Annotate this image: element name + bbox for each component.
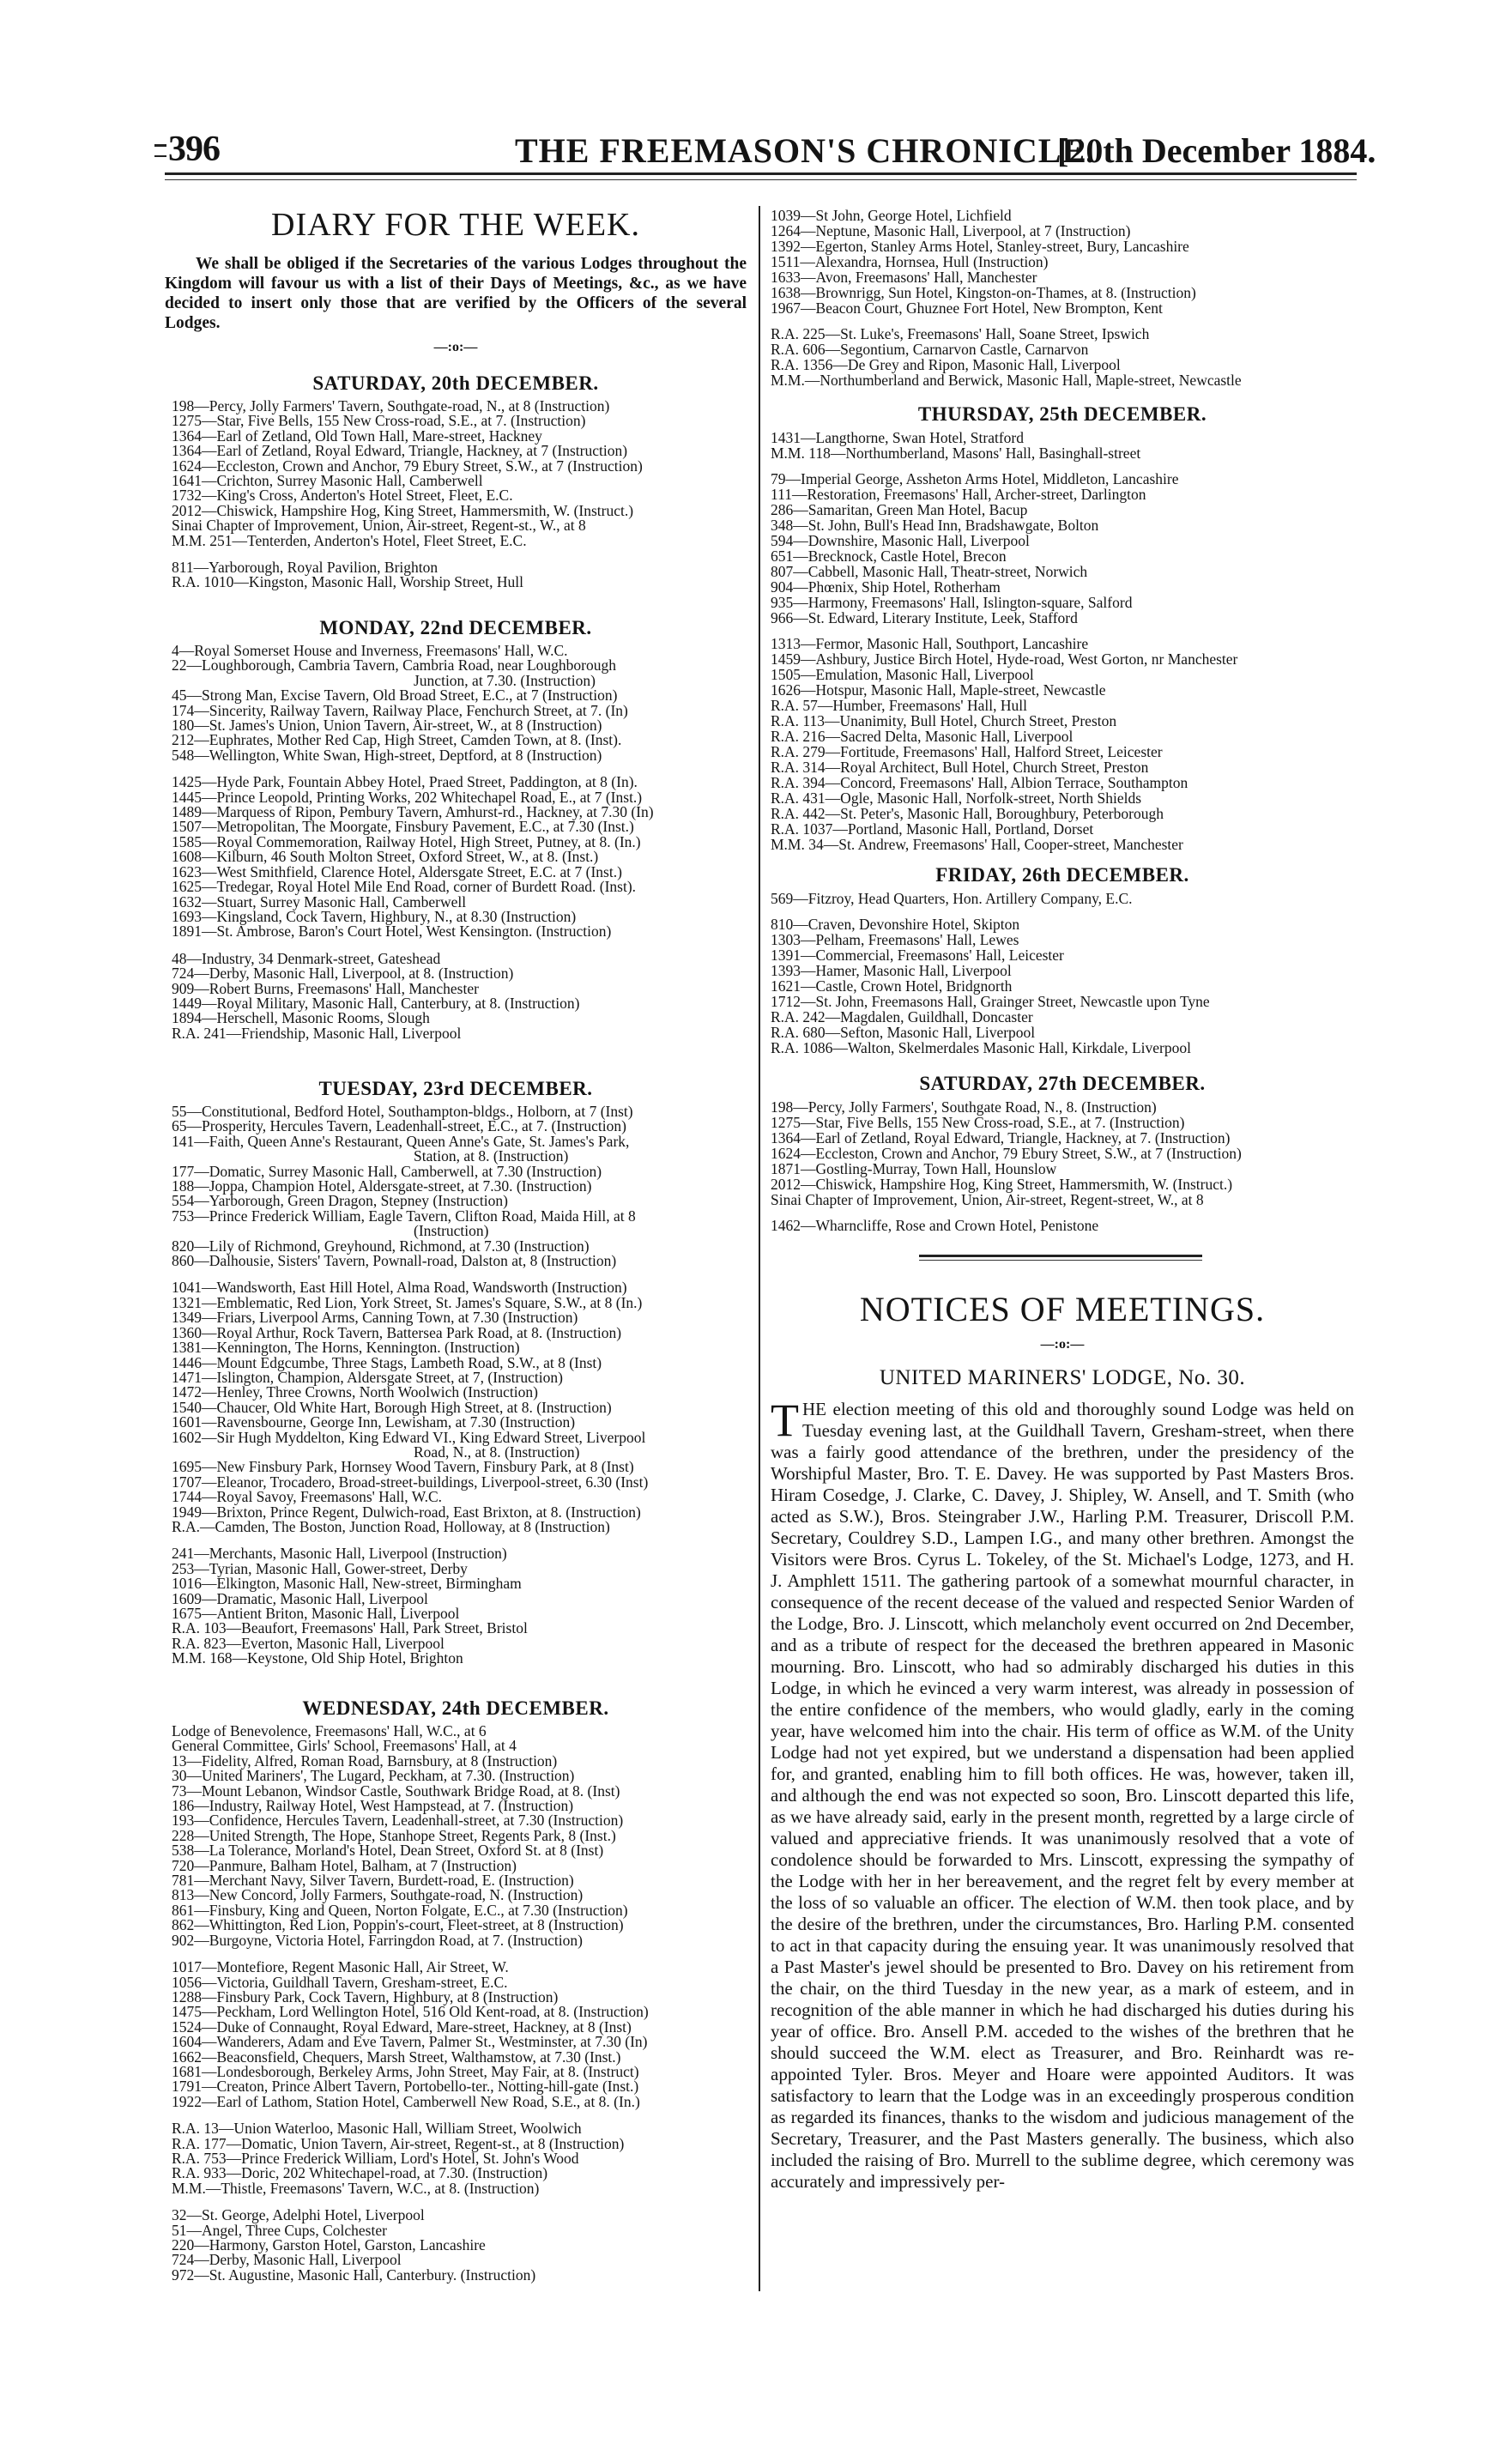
entry-group bbox=[165, 1104, 747, 1268]
diary-entry: 1313—Fermor, Masonic Hall, Southport, Lancashire bbox=[771, 635, 1089, 652]
diary-entry: 902—Burgoyne, Victoria Hotel, Farringdon Road, at 7. (Instruction) bbox=[172, 1931, 583, 1949]
diary-entry: Sinai Chapter of Improvement, Union, Air-street, Regent-street, W., at 8 bbox=[771, 1191, 1204, 1208]
diary-entry: 1321—Emblematic, Red Lion, York Street, St. James's Square, S.W., at 8 (In.) bbox=[172, 1293, 643, 1311]
diary-entry: R.A.—Camden, The Boston, Junction Road, Holloway, at 8 (Instruction) bbox=[172, 1517, 610, 1535]
diary-entry: 1056—Victoria, Guildhall Tavern, Gresham-street, E.C. bbox=[172, 1973, 508, 1991]
entry-group bbox=[771, 471, 1354, 626]
diary-entry: 1511—Alexandra, Hornsea, Hull (Instruction) bbox=[771, 253, 1049, 270]
article-heading: UNITED MARINERS' LODGE, No. 30. bbox=[879, 1366, 1246, 1389]
diary-entry: 141—Faith, Queen Anne's Restaurant, Queen Anne's Gate, St. James's Park, bbox=[172, 1132, 630, 1150]
diary-entry: 1623—West Smithfield, Clarence Hotel, Aldersgate Street, E.C. at 7 (Inst.) bbox=[172, 862, 622, 880]
diary-entry: R.A. 1037—Portland, Masonic Hall, Portland, Dorset bbox=[771, 820, 1094, 838]
day-heading: SATURDAY, 20th DECEMBER. bbox=[312, 372, 599, 394]
entry-group bbox=[165, 775, 747, 939]
entry-group bbox=[165, 1960, 747, 2109]
entry-group bbox=[165, 644, 747, 763]
day-section-wednesday-24-continued bbox=[771, 208, 1354, 398]
diary-entry: 1364—Earl of Zetland, Old Town Hall, Mare-street, Hackney bbox=[172, 426, 542, 445]
diary-entry: 1621—Castle, Crown Hotel, Bridgnorth bbox=[771, 977, 1013, 995]
diary-entry: R.A. 113—Unanimity, Bull Hotel, Church Street, Preston bbox=[771, 712, 1117, 729]
diary-entry: 51—Angel, Three Cups, Colchester bbox=[172, 2221, 387, 2239]
diary-entry: 212—Euphrates, Mother Red Cap, High Street, Camden Town, at 8. (Inst). bbox=[172, 731, 622, 749]
diary-entry: 48—Industry, 34 Denmark-street, Gateshead bbox=[172, 949, 441, 967]
diary-entry: 180—St. James's Union, Union Tavern, Air-street, W., at 8 (Instruction) bbox=[172, 717, 602, 735]
entry-group bbox=[771, 430, 1354, 461]
diary-entry: 724—Derby, Masonic Hall, Liverpool, at 8. (Instruction) bbox=[172, 965, 514, 983]
notices-title: NOTICES OF MEETINGS. bbox=[859, 1290, 1266, 1328]
diary-entry: 1431—Langthorne, Swan Hotel, Stratford bbox=[771, 429, 1025, 446]
diary-entry: 1744—Royal Savoy, Freemasons' Hall, W.C. bbox=[172, 1488, 443, 1506]
diary-entry: M.M. 251—Tenterden, Anderton's Hotel, Fleet Street, E.C. bbox=[172, 531, 527, 549]
diary-entry: 554—Yarborough, Green Dragon, Stepney (Instruction) bbox=[172, 1192, 508, 1210]
diary-entry: R.A. 680—Sefton, Masonic Hall, Liverpool bbox=[771, 1024, 1036, 1041]
diary-entry: 22—Loughborough, Cambria Tavern, Cambria Road, near Loughborough bbox=[172, 656, 616, 675]
diary-entry: 55—Constitutional, Bedford Hotel, Southampton-bldgs., Holborn, at 7 (Inst) bbox=[172, 1103, 633, 1120]
diary-entry: 220—Harmony, Garston Hotel, Garston, Lancashire bbox=[172, 2236, 486, 2253]
diary-entry: 1732—King's Cross, Anderton's Hotel Street, Fleet, E.C. bbox=[172, 487, 513, 505]
drop-cap: T bbox=[771, 1394, 799, 1446]
diary-entry: 862—Whittington, Red Lion, Poppin's-court, Fleet-street, at 8 (Instruction) bbox=[172, 1916, 624, 1934]
entry-group bbox=[771, 891, 1354, 906]
day-section-thursday-25 bbox=[771, 402, 1354, 862]
entry-list bbox=[771, 891, 1354, 1056]
diary-entry: 1922—Earl of Lathom, Station Hotel, Camberwell New Road, S.E., at 8. (In.) bbox=[172, 2092, 640, 2110]
diary-entry: 1871—Gostling-Murray, Town Hall, Hounslow bbox=[771, 1160, 1057, 1177]
diary-entry: 1633—Avon, Freemasons' Hall, Manchester bbox=[771, 269, 1037, 286]
diary-entry: 1017—Montefiore, Regent Masonic Hall, Air Street, W. bbox=[172, 1958, 509, 1976]
diary-entry: 1638—Brownrigg, Sun Hotel, Kingston-on-Thames, at 8. (Instruction) bbox=[771, 284, 1196, 301]
diary-entry: 241—Merchants, Masonic Hall, Liverpool (Instruction) bbox=[172, 1545, 507, 1563]
entry-group bbox=[771, 636, 1354, 852]
diary-entry: 1791—Creaton, Prince Albert Tavern, Portobello-ter., Notting-hill-gate (Inst.) bbox=[172, 2078, 639, 2096]
diary-entry: 720—Panmure, Balham Hotel, Balham, at 7 (Instruction) bbox=[172, 1856, 517, 1874]
diary-entry: 1041—Wandsworth, East Hill Hotel, Alma Road, Wandsworth (Instruction) bbox=[172, 1279, 627, 1297]
section-rule-thin bbox=[919, 1260, 1202, 1261]
diary-entry: 972—St. Augustine, Masonic Hall, Canterbury. (Instruction) bbox=[172, 2266, 536, 2284]
entry-group bbox=[771, 1218, 1354, 1233]
diary-entry: R.A. 1086—Walton, Skelmerdales Masonic Hall, Kirkdale, Liverpool bbox=[771, 1039, 1191, 1056]
diary-entry: Lodge of Benevolence, Freemasons' Hall, W.C., at 6 bbox=[172, 1722, 487, 1739]
diary-entry: 807—Cabbell, Masonic Hall, Theatr-street, Norwich bbox=[771, 563, 1088, 580]
diary-entry: 1349—Friars, Liverpool Arms, Canning Town, at 7.30 (Instruction) bbox=[172, 1309, 578, 1327]
diary-entry: M.M.—Thistle, Freemasons' Tavern, W.C., at 8. (Instruction) bbox=[172, 2179, 540, 2197]
diary-entry: 1393—Hamer, Masonic Hall, Liverpool bbox=[771, 962, 1012, 979]
diary-entry: 13—Fidelity, Alfred, Roman Road, Barnsbury, at 8 (Instruction) bbox=[172, 1751, 558, 1769]
ornament-divider: —:o:— bbox=[1040, 1337, 1085, 1352]
diary-entry: 1445—Prince Leopold, Printing Works, 202 Whitechapel Road, E., at 7 (Inst.) bbox=[172, 788, 643, 806]
diary-entry: 1471—Islington, Champion, Aldersgate Street, at 7, (Instruction) bbox=[172, 1368, 563, 1386]
diary-entry: R.A. 279—Fortitude, Freemasons' Hall, Halford Street, Leicester bbox=[771, 743, 1163, 760]
diary-entry: 935—Harmony, Freemasons' Hall, Islington-square, Salford bbox=[771, 594, 1133, 611]
diary-entry: 1288—Finsbury Park, Cock Tavern, Highbury, at 8 (Instruction) bbox=[172, 1987, 559, 2005]
diary-entry: 860—Dalhousie, Sisters' Tavern, Pownall-road, Dalston at, 8 (Instruction) bbox=[172, 1252, 617, 1270]
day-section-wednesday-24 bbox=[165, 1696, 747, 2295]
diary-entry: 1585—Royal Commemoration, Railway Hotel, High Street, Putney, at 8. (In.) bbox=[172, 832, 641, 850]
diary-entry: 781—Merchant Navy, Silver Tavern, Burdett-road, E. (Instruction) bbox=[172, 1872, 574, 1890]
day-heading: TUESDAY, 23rd DECEMBER. bbox=[318, 1078, 593, 1099]
header-rule-thick bbox=[165, 172, 1357, 175]
entry-group bbox=[771, 326, 1354, 388]
entry-group bbox=[771, 916, 1354, 1056]
diary-entry: 966—St. Edward, Literary Institute, Leek, Stafford bbox=[771, 609, 1078, 626]
diary-entry: 65—Prosperity, Hercules Tavern, Leadenhall-street, E.C., at 7. (Instruction) bbox=[172, 1117, 626, 1135]
diary-entry: 538—La Tolerance, Morland's Hotel, Dean Street, Oxford St. at 8 (Inst) bbox=[172, 1842, 604, 1860]
diary-entry: 1462—Wharncliffe, Rose and Crown Hotel, Penistone bbox=[771, 1217, 1099, 1234]
diary-entry: 1602—Sir Hugh Myddelton, King Edward VI., King Edward Street, Liverpool bbox=[172, 1428, 646, 1446]
section-rule-thick bbox=[919, 1255, 1202, 1257]
diary-entry: 1489—Marquess of Ripon, Pembury Tavern, Amhurst-rd., Hackney, at 7.30 (In) bbox=[172, 803, 654, 821]
diary-entry: 177—Domatic, Surrey Masonic Hall, Camberwell, at 7.30 (Instruction) bbox=[172, 1162, 602, 1180]
diary-entry: 1695—New Finsbury Park, Hornsey Wood Tavern, Finsbury Park, at 8 (Inst) bbox=[172, 1458, 634, 1476]
day-section-monday-22 bbox=[165, 615, 747, 1053]
diary-entry: R.A. 823—Everton, Masonic Hall, Liverpool bbox=[172, 1634, 445, 1652]
diary-entry: R.A. 216—Sacred Delta, Masonic Hall, Liverpool bbox=[771, 728, 1074, 745]
diary-entry: 1609—Dramatic, Masonic Hall, Liverpool bbox=[172, 1589, 428, 1607]
diary-entry: R.A. 177—Domatic, Union Tavern, Air-street, Regent-st., at 8 (Instruction) bbox=[172, 2134, 625, 2152]
diary-entry: 228—United Strength, The Hope, Stanhope Street, Regents Park, 8 (Inst.) bbox=[172, 1826, 616, 1844]
header-rule-thin bbox=[165, 179, 1357, 180]
diary-entry: 1472—Henley, Three Crowns, North Woolwich (Instruction) bbox=[172, 1383, 538, 1401]
diary-entry: 904—Phœnix, Ship Hotel, Rotherham bbox=[771, 578, 1001, 596]
diary-entry: 73—Mount Lebanon, Windsor Castle, Southwark Bridge Road, at 8. (Inst) bbox=[172, 1782, 620, 1800]
diary-entry: R.A. 431—Ogle, Masonic Hall, Norfolk-street, North Shields bbox=[771, 789, 1142, 807]
diary-entry: 548—Wellington, White Swan, High-street, Deptford, at 8 (Instruction) bbox=[172, 746, 602, 764]
diary-entry: 1712—St. John, Freemasons Hall, Grainger Street, Newcastle upon Tyne bbox=[771, 993, 1210, 1010]
diary-entry: 811—Yarborough, Royal Pavilion, Brighton bbox=[172, 559, 438, 577]
diary-entry: 820—Lily of Richmond, Greyhound, Richmond, at 7.30 (Instruction) bbox=[172, 1237, 590, 1255]
diary-entry: R.A. 103—Beaufort, Freemasons' Hall, Park Street, Bristol bbox=[172, 1619, 528, 1637]
diary-entry: R.A. 1010—Kingston, Masonic Hall, Worship Street, Hull bbox=[172, 573, 523, 591]
diary-entry-continuation: Road, N., at 8. (Instruction) bbox=[414, 1443, 580, 1461]
diary-entry: 1624—Eccleston, Crown and Anchor, 79 Ebury Street, S.W., at 7 (Instruction) bbox=[771, 1145, 1242, 1162]
entry-list bbox=[771, 1099, 1354, 1233]
diary-entry: 1626—Hotspur, Masonic Hall, Maple-street, Newcastle bbox=[771, 681, 1106, 699]
day-section-saturday-20 bbox=[165, 371, 747, 602]
diary-entry: 4—Royal Somerset House and Inverness, Freemasons' Hall, W.C. bbox=[172, 642, 568, 659]
diary-entry: 1459—Ashbury, Justice Birch Hotel, Hyde-road, West Gorton, nr Manchester bbox=[771, 650, 1238, 668]
diary-entry: 1275—Star, Five Bells, 155 New Cross-road, S.E., at 7. (Instruction) bbox=[771, 1114, 1185, 1131]
diary-entry: 1039—St John, George Hotel, Lichfield bbox=[771, 207, 1012, 224]
column-divider bbox=[759, 206, 760, 2291]
diary-entry: 1524—Duke of Connaught, Royal Edward, Mare-street, Hackney, at 8 (Inst) bbox=[172, 2018, 632, 2036]
diary-entry: 174—Sincerity, Railway Tavern, Railway Place, Fenchurch Street, at 7. (In) bbox=[172, 701, 628, 719]
entry-group bbox=[165, 560, 747, 590]
diary-entry: 1264—Neptune, Masonic Hall, Liverpool, at 7 (Instruction) bbox=[771, 222, 1131, 239]
diary-entry: 1675—Antient Briton, Masonic Hall, Liverpool bbox=[172, 1605, 460, 1622]
entry-group bbox=[165, 1724, 747, 1948]
diary-entry: 1392—Egerton, Stanley Arms Hotel, Stanley-street, Bury, Lancashire bbox=[771, 238, 1189, 255]
diary-entry: 1303—Pelham, Freemasons' Hall, Lewes bbox=[771, 931, 1019, 948]
diary-entry: M.M.—Northumberland and Berwick, Masonic Hall, Maple-street, Newcastle bbox=[771, 372, 1242, 389]
diary-entry: 1624—Eccleston, Crown and Anchor, 79 Ebury Street, S.W., at 7 (Instruction) bbox=[172, 457, 643, 475]
diary-entry: 909—Robert Burns, Freemasons' Hall, Manchester bbox=[172, 979, 479, 997]
ornament-divider: —:o:— bbox=[433, 340, 478, 354]
entry-group bbox=[771, 208, 1354, 316]
diary-entry: R.A. 1356—De Grey and Ripon, Masonic Hall, Liverpool bbox=[771, 356, 1121, 373]
diary-entry: 1364—Earl of Zetland, Royal Edward, Triangle, Hackney, at 7. (Instruction) bbox=[771, 1129, 1231, 1146]
diary-entry: 1446—Mount Edgcumbe, Three Stags, Lambeth Road, S.W., at 8 (Inst) bbox=[172, 1353, 602, 1371]
diary-entry: 1681—Londesborough, Berkeley Arms, John Street, May Fair, at 8. (Instruct) bbox=[172, 2062, 639, 2080]
diary-entry: 1894—Herschell, Masonic Rooms, Slough bbox=[172, 1009, 430, 1027]
entry-list bbox=[165, 1724, 747, 2283]
diary-entry: 348—St. John, Bull's Head Inn, Bradshawgate, Bolton bbox=[771, 517, 1099, 534]
diary-entry: R.A. 933—Doric, 202 Whitechapel-road, at 7.30. (Instruction) bbox=[172, 2164, 548, 2182]
diary-entry: 1625—Tredegar, Royal Hotel Mile End Road, corner of Burdett Road. (Inst). bbox=[172, 878, 637, 896]
diary-entry: 1275—Star, Five Bells, 155 New Cross-road, S.E., at 7. (Instruction) bbox=[172, 412, 586, 430]
diary-entry: 1449—Royal Military, Masonic Hall, Canterbury, at 8. (Instruction) bbox=[172, 994, 580, 1012]
diary-entry: 32—St. George, Adelphi Hotel, Liverpool bbox=[172, 2206, 425, 2224]
diary-entry: 45—Strong Man, Excise Tavern, Old Broad Street, E.C., at 7 (Instruction) bbox=[172, 687, 618, 705]
diary-entry: 1693—Kingsland, Cock Tavern, Highbury, N., at 8.30 (Instruction) bbox=[172, 907, 577, 925]
diary-entry: 1641—Crichton, Surrey Masonic Hall, Camberwell bbox=[172, 472, 483, 490]
entry-group bbox=[165, 2208, 747, 2283]
diary-entry: 198—Percy, Jolly Farmers' Tavern, Southgate-road, N., at 8 (Instruction) bbox=[172, 397, 610, 414]
diary-entry: 1505—Emulation, Masonic Hall, Liverpool bbox=[771, 666, 1034, 683]
day-heading: MONDAY, 22nd DECEMBER. bbox=[319, 617, 592, 638]
diary-entry: 1381—Kennington, The Horns, Kennington. (Instruction) bbox=[172, 1339, 520, 1357]
entry-group bbox=[165, 949, 747, 1042]
diary-entry: 30—United Mariners', The Lugard, Peckham, at 7.30. (Instruction) bbox=[172, 1767, 575, 1785]
article-text: HE election meeting of this old and thoroughly sound Lodge was held on Tuesday evening last, at the Guildhall Tavern, Gresham-street, when there was a fairly good attendance of the brethren, under the presidency of the Worshipful Master, Bro. T. E. Davey. He was supported by Past Masters Bros. Hiram Cosedge, J. Clarke, C. Davey, J. Shipley, W. Ansell, and T. Smith (who acted as S.W.), Bros. Steingraber J.W., Harling P.M. Treasurer, Driscoll P.M. Secretary, Couldrey S.D., Lampen I.G., and many other brethren. Amongst the Visitors were Bros. Cyrus L. Tokeley, of the St. Michael's Lodge, 1273, and H. J. Amphlett 1511. The gathering partook of a somewhat mournful character, in consequence of the recent decease of the valued and respected Senior Warden of the Lodge, Bro. J. Linscott, which melancholy event occurred on 2nd December, and as a tribute of respect for the deceased the brethren appeared in Masonic mourning. Bro. Linscott, who had so admirably discharged his duties in this Lodge, in which he evinced a very warm interest, was already in possession of the entire confidence of the members, who would gladly, early in the coming year, have welcomed him into the chair. His term of office as W.M. of the Unity Lodge had not yet expired, but we understand a dispensation had been applied for, and granted, enabling him to fill both offices. He was, however, taken ill, and although the end was not expected so soon, Bro. Linscott departed this life, as we have already said, early in the present month, regretted by a large circle of valued and appreciative friends. It was unanimously resolved that a vote of condolence should be forwarded to Mrs. Linscott, expressing the sympathy of the Lodge with her in her bereavement, and the regret felt by every member at the loss of so valuable an officer. The election of W.M. then took place, and by the desire of the brethren, under the circumstances, Bro. Harling P.M. consented to act in that capacity during the ensuing year. It was unanimously resolved that a Past Master's jewel should be presented to Bro. Davey on his retirement from the chair, on the third Tuesday in the new year, as a mark of esteem, and in recognition of the able manner in which he had discharged his duties during his year of office. Bro. Ansell P.M. acceded to the wishes of the brethren that he should succeed the W.M. elect as Treasurer, and Bro. Reinhardt was re-appointed Tyler. Bros. Meyer and Hoare were appointed Auditors. It was satisfactory to learn that the Lodge was in an exceedingly prosperous condition as regarded its finances, thanks to the wisdom and judicious management of the Secretary, Treasurer, and the Past Masters generally. The business, which also included the raising of Bro. Murrell to the sublime degree, which ceremony was accurately and impressively per- bbox=[771, 1399, 1354, 2192]
diary-entry: 724—Derby, Masonic Hall, Liverpool bbox=[172, 2251, 402, 2269]
day-heading: SATURDAY, 27th DECEMBER. bbox=[919, 1073, 1206, 1094]
diary-entry: 861—Finsbury, King and Queen, Norton Folgate, E.C., at 7.30 (Instruction) bbox=[172, 1901, 628, 1919]
diary-entry-continuation: (Instruction) bbox=[414, 1222, 489, 1240]
diary-entry: 1540—Chaucer, Old White Hart, Borough High Street, at 8. (Instruction) bbox=[172, 1398, 612, 1416]
diary-entry: 253—Tyrian, Masonic Hall, Gower-street, Derby bbox=[172, 1559, 468, 1577]
diary-entry: 1391—Commercial, Freemasons' Hall, Leicester bbox=[771, 947, 1064, 964]
diary-entry: 2012—Chiswick, Hampshire Hog, King Street, Hammersmith, W. (Instruct.) bbox=[172, 501, 634, 519]
diary-entry: 2012—Chiswick, Hampshire Hog, King Street, Hammersmith, W. (Instruct.) bbox=[771, 1176, 1233, 1193]
diary-entry: 753—Prince Frederick William, Eagle Tavern, Clifton Road, Maida Hill, at 8 bbox=[172, 1207, 636, 1225]
diary-entry: General Committee, Girls' School, Freemasons' Hall, at 4 bbox=[172, 1737, 517, 1755]
entry-list bbox=[771, 430, 1354, 852]
entry-group bbox=[165, 399, 747, 548]
diary-entry-continuation: Junction, at 7.30. (Instruction) bbox=[414, 671, 596, 689]
diary-entry: R.A. 314—Royal Architect, Bull Hotel, Church Street, Preston bbox=[771, 759, 1149, 776]
day-section-tuesday-23 bbox=[165, 1076, 747, 1679]
diary-entry: 1891—St. Ambrose, Baron's Court Hotel, West Kensington. (Instruction) bbox=[172, 923, 612, 941]
entry-list bbox=[165, 644, 747, 1041]
newspaper-title: THE FREEMASON'S CHRONICLE. bbox=[515, 131, 1096, 170]
diary-entry: 1475—Peckham, Lord Wellington Hotel, 516 Old Kent-road, at 8. (Instruction) bbox=[172, 2003, 649, 2021]
diary-entry: 1604—Wanderers, Adam and Eve Tavern, Palmer St., Westminster, at 7.30 (In) bbox=[172, 2033, 648, 2051]
entry-list bbox=[165, 399, 747, 590]
diary-entry: R.A. 242—Magdalen, Guildhall, Doncaster bbox=[771, 1008, 1033, 1025]
diary-entry: 1608—Kilburn, 46 South Molton Street, Oxford Street, W., at 8. (Inst.) bbox=[172, 848, 599, 866]
diary-entry: 1967—Beacon Court, Ghuznee Fort Hotel, New Brompton, Kent bbox=[771, 299, 1163, 317]
diary-entry: R.A. 606—Segontium, Carnarvon Castle, Carnarvon bbox=[771, 341, 1089, 358]
diary-entry: 198—Percy, Jolly Farmers', Southgate Road, N., 8. (Instruction) bbox=[771, 1098, 1157, 1116]
diary-entry: R.A. 442—St. Peter's, Masonic Hall, Boroughbury, Peterborough bbox=[771, 805, 1164, 822]
diary-entry-continuation: Station, at 8. (Instruction) bbox=[414, 1147, 569, 1165]
day-section-friday-26 bbox=[771, 862, 1354, 1066]
diary-entry: 1425—Hyde Park, Fountain Abbey Hotel, Praed Street, Paddington, at 8 (In). bbox=[172, 773, 638, 791]
diary-entry: 813—New Concord, Jolly Farmers, Southgate-road, N. (Instruction) bbox=[172, 1886, 584, 1904]
day-heading: WEDNESDAY, 24th DECEMBER. bbox=[302, 1697, 609, 1719]
diary-entry: 193—Confidence, Hercules Tavern, Leadenhall-street, at 7.30 (Instruction) bbox=[172, 1812, 624, 1830]
diary-entry: M.M. 118—Northumberland, Masons' Hall, Basinghall-street bbox=[771, 445, 1141, 462]
diary-entry: R.A. 13—Union Waterloo, Masonic Hall, William Street, Woolwich bbox=[172, 2120, 582, 2138]
diary-entry: R.A. 394—Concord, Freemasons' Hall, Albion Terrace, Southampton bbox=[771, 774, 1188, 791]
diary-entry: 1662—Beaconsfield, Chequers, Marsh Street, Walthamstow, at 7.30 (Inst.) bbox=[172, 2048, 621, 2066]
issue-date: [20th December 1884. bbox=[1057, 131, 1376, 170]
diary-entry: R.A. 57—Humber, Freemasons' Hall, Hull bbox=[771, 697, 1027, 714]
entry-list bbox=[771, 208, 1354, 388]
entry-group bbox=[165, 1546, 747, 1666]
diary-entry: 1707—Eleanor, Trocadero, Broad-street-buildings, Liverpool-street, 6.30 (Inst) bbox=[172, 1473, 649, 1491]
entry-group bbox=[771, 1099, 1354, 1207]
diary-entry: R.A. 225—St. Luke's, Freemasons' Hall, Soane Street, Ipswich bbox=[771, 325, 1150, 342]
day-heading: THURSDAY, 25th DECEMBER. bbox=[917, 403, 1207, 425]
diary-entry: 651—Brecknock, Castle Hotel, Brecon bbox=[771, 547, 1007, 565]
entry-list bbox=[165, 1104, 747, 1667]
entry-group bbox=[165, 1280, 747, 1534]
diary-entry: R.A. 753—Prince Frederick William, Lord's Hotel, St. John's Wood bbox=[172, 2149, 579, 2167]
article-body bbox=[771, 1394, 1354, 2193]
diary-entry: 1949—Brixton, Prince Regent, Dulwich-road, East Brixton, at 8. (Instruction) bbox=[172, 1503, 641, 1521]
diary-entry: M.M. 34—St. Andrew, Freemasons' Hall, Cooper-street, Manchester bbox=[771, 836, 1183, 853]
diary-title: DIARY FOR THE WEEK. bbox=[271, 207, 640, 243]
diary-entry: 1016—Elkington, Masonic Hall, New-street, Birmingham bbox=[172, 1575, 522, 1593]
diary-entry: 1360—Royal Arthur, Rock Tavern, Battersea Park Road, at 8. (Instruction) bbox=[172, 1323, 622, 1341]
diary-entry: 1507—Metropolitan, The Moorgate, Finsbury Pavement, E.C., at 7.30 (Inst.) bbox=[172, 818, 634, 836]
diary-intro: We shall be obliged if the Secretaries of the various Lodges throughout the Kingdom will favour us with a list of their Days of Meetings, &c., as we have decided to insert only those that are verified by the Officers of the several Lodges. bbox=[165, 255, 747, 332]
diary-entry: 286—Samaritan, Green Man Hotel, Bacup bbox=[771, 501, 1028, 518]
entry-group bbox=[165, 2121, 747, 2196]
diary-entry: R.A. 241—Friendship, Masonic Hall, Liverpool bbox=[172, 1024, 462, 1042]
diary-entry: 111—Restoration, Freemasons' Hall, Archer-street, Darlington bbox=[771, 486, 1146, 503]
diary-entry: 186—Industry, Railway Hotel, West Hampstead, at 7. (Instruction) bbox=[172, 1797, 574, 1815]
diary-entry: Sinai Chapter of Improvement, Union, Air-street, Regent-st., W., at 8 bbox=[172, 517, 586, 535]
day-section-saturday-27 bbox=[771, 1071, 1354, 1243]
diary-entry: M.M. 168—Keystone, Old Ship Hotel, Brighton bbox=[172, 1649, 463, 1667]
day-heading: FRIDAY, 26th DECEMBER. bbox=[935, 864, 1189, 886]
diary-entry: 1364—Earl of Zetland, Royal Edward, Triangle, Hackney, at 7 (Instruction) bbox=[172, 442, 628, 460]
diary-entry: 1632—Stuart, Surrey Masonic Hall, Camberwell bbox=[172, 892, 467, 910]
diary-entry: 569—Fitzroy, Head Quarters, Hon. Artillery Company, E.C. bbox=[771, 890, 1133, 907]
diary-entry: 594—Downshire, Masonic Hall, Liverpool bbox=[771, 532, 1030, 549]
page-mark-ornament bbox=[154, 144, 166, 157]
page-number: 396 bbox=[168, 130, 220, 169]
diary-entry: 188—Joppa, Champion Hotel, Aldersgate-street, at 7.30. (Instruction) bbox=[172, 1177, 592, 1195]
diary-entry: 810—Craven, Devonshire Hotel, Skipton bbox=[771, 916, 1020, 933]
diary-entry: 1601—Ravensbourne, George Inn, Lewisham, at 7.30 (Instruction) bbox=[172, 1413, 576, 1431]
diary-entry: 79—Imperial George, Assheton Arms Hotel, Middleton, Lancashire bbox=[771, 470, 1179, 487]
